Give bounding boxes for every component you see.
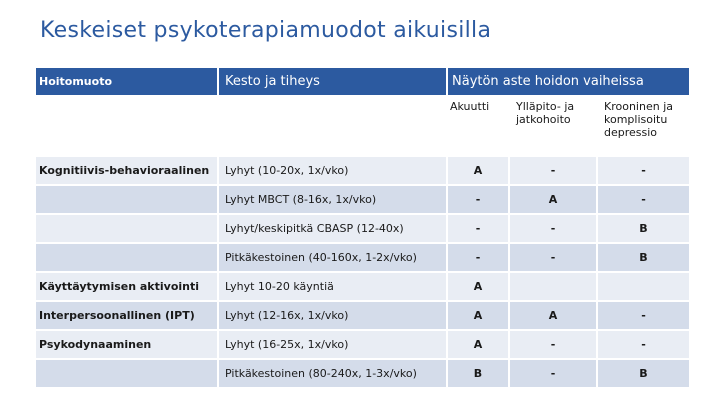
table-row bbox=[36, 157, 689, 184]
table-row bbox=[36, 302, 689, 329]
therapy-cell: Käyttäytymisen aktivointi bbox=[36, 273, 217, 300]
maintenance-cell: - bbox=[510, 331, 596, 358]
acute-cell: B bbox=[448, 360, 508, 387]
therapy-table bbox=[34, 66, 691, 389]
header-evidence: Näytön aste hoidon vaiheissa bbox=[448, 68, 689, 95]
acute-cell: A bbox=[448, 273, 508, 300]
duration-cell: Lyhyt (16-25x, 1x/vko) bbox=[219, 331, 446, 358]
table-row bbox=[36, 215, 689, 242]
maintenance-cell bbox=[510, 273, 596, 300]
chronic-cell: - bbox=[598, 331, 689, 358]
chronic-cell: - bbox=[598, 157, 689, 184]
table-row bbox=[36, 360, 689, 387]
maintenance-cell: - bbox=[510, 215, 596, 242]
table-row bbox=[36, 186, 689, 213]
header-duration: Kesto ja tiheys bbox=[219, 68, 446, 95]
maintenance-cell: - bbox=[510, 157, 596, 184]
chronic-cell: B bbox=[598, 244, 689, 271]
therapy-cell bbox=[36, 186, 217, 213]
chronic-cell: - bbox=[598, 302, 689, 329]
maintenance-cell: A bbox=[510, 302, 596, 329]
duration-cell: Pitkäkestoinen (80-240x, 1-3x/vko) bbox=[219, 360, 446, 387]
duration-cell: Lyhyt 10-20 käyntiä bbox=[219, 273, 446, 300]
acute-cell: - bbox=[448, 244, 508, 271]
chronic-cell: - bbox=[598, 186, 689, 213]
chronic-cell bbox=[598, 273, 689, 300]
chronic-cell: B bbox=[598, 360, 689, 387]
therapy-cell: Interpersoonallinen (IPT) bbox=[36, 302, 217, 329]
duration-cell: Pitkäkestoinen (40-160x, 1-2x/vko) bbox=[219, 244, 446, 271]
subheader-maintenance: Ylläpito- ja jatkohoito bbox=[516, 100, 575, 126]
therapy-cell bbox=[36, 244, 217, 271]
acute-cell: A bbox=[448, 157, 508, 184]
chronic-cell: B bbox=[598, 215, 689, 242]
subheader-blank bbox=[36, 97, 217, 155]
page-title: Keskeiset psykoterapiamuodot aikuisilla bbox=[40, 18, 492, 43]
acute-cell: A bbox=[448, 302, 508, 329]
acute-cell: - bbox=[448, 186, 508, 213]
table-row bbox=[36, 331, 689, 358]
header-therapy: Hoitomuoto bbox=[36, 68, 217, 95]
maintenance-cell: A bbox=[510, 186, 596, 213]
acute-cell: A bbox=[448, 331, 508, 358]
duration-cell: Lyhyt (12-16x, 1x/vko) bbox=[219, 302, 446, 329]
table-row bbox=[36, 273, 689, 300]
therapy-cell bbox=[36, 215, 217, 242]
maintenance-cell: - bbox=[510, 360, 596, 387]
duration-cell: Lyhyt/keskipitkä CBASP (12-40x) bbox=[219, 215, 446, 242]
acute-cell: - bbox=[448, 215, 508, 242]
subheader-blank bbox=[219, 97, 446, 155]
duration-cell: Lyhyt MBCT (8-16x, 1x/vko) bbox=[219, 186, 446, 213]
therapy-cell: Psykodynaaminen bbox=[36, 331, 217, 358]
duration-cell: Lyhyt (10-20x, 1x/vko) bbox=[219, 157, 446, 184]
maintenance-cell: - bbox=[510, 244, 596, 271]
subheader-chronic: Krooninen ja komplisoitu depressio bbox=[604, 100, 673, 139]
therapy-cell bbox=[36, 360, 217, 387]
table-row bbox=[36, 244, 689, 271]
therapy-cell: Kognitiivis-behavioraalinen bbox=[36, 157, 217, 184]
subheader-acute: Akuutti bbox=[450, 100, 490, 113]
